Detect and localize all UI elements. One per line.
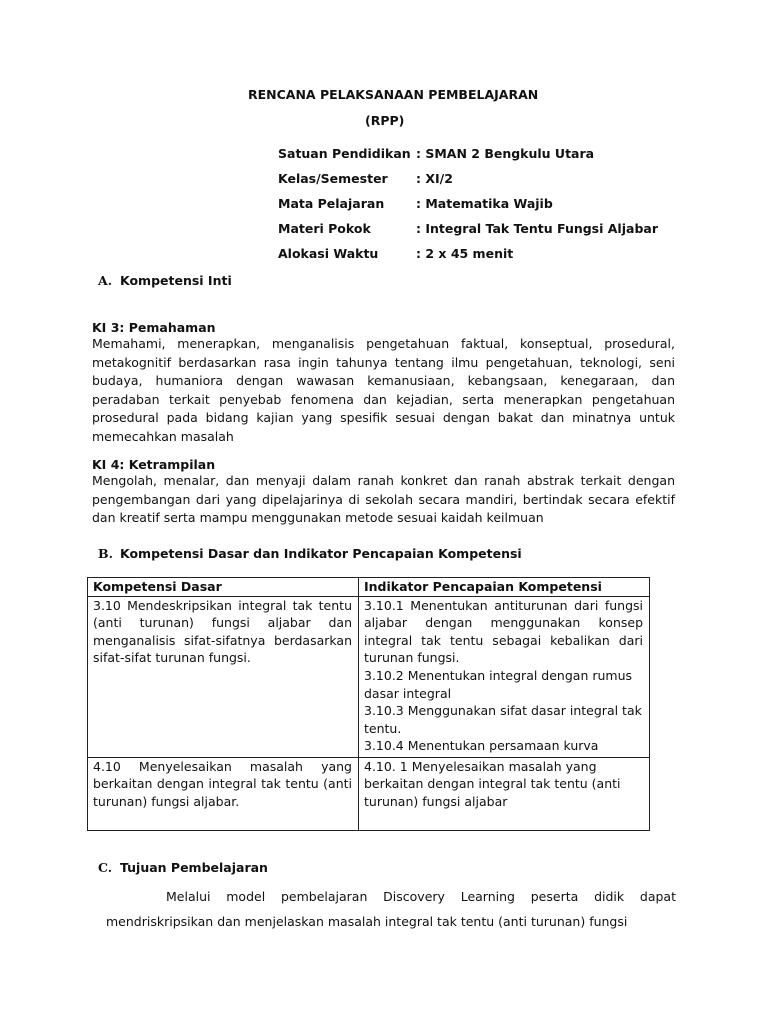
section-letter: B. [98,546,113,561]
kd-cell: 3.10 Mendeskripsikan integral tak tentu (anti turunan) fungsi aljabar dan menganalisis sifat-sifatnya berdasarkan sifat-sifat turunan fungsi. [88,596,359,757]
meta-row-materi [278,221,658,236]
competency-table [87,577,650,831]
meta-value: : SMAN 2 Bengkulu Utara [416,146,595,161]
header-indikator: Indikator Pencapaian Kompetensi [359,578,650,597]
meta-row-kelas [278,171,453,186]
header-kompetensi-dasar: Kompetensi Dasar [88,578,359,597]
section-title: Kompetensi Inti [120,273,232,288]
document-title: RENCANA PELAKSANAAN PEMBELAJARAN [248,87,539,102]
ki4-paragraph: Mengolah, menalar, dan menyaji dalam ranah konkret dan ranah abstrak terkait dengan pengembangan dari yang dipelajarinya di sekolah secara mandiri, bertindak secara efektif dan kreatif serta mampu menggunakan metode sesuai kaidah keilmuan [92,473,675,525]
tujuan-paragraph: Melalui model pembelajaran Discovery Learning peserta didik dapat mendriskripsikan dan menjelaskan masalah integral tak tentu (anti turunan) fungsi [106,889,676,929]
meta-label: Alokasi Waktu [278,246,379,261]
meta-row-satuan [278,146,594,161]
indicator-cell [359,757,650,830]
ki3-title: KI 3: Pemahaman [92,320,216,335]
meta-value: : Matematika Wajib [416,196,553,211]
ki3-paragraph: Memahami, menerapkan, menganalisis pengetahuan faktual, konseptual, prosedural, metakognitif berdasarkan rasa ingin tahunya tentang ilmu pengetahuan, teknologi, seni budaya, humaniora dengan wawasan kemanusiaan, kebangsaan, kenegaraan, dan peradaban terkait penyebab fenomena dan kejadian, serta menerapkan pengetahuan prosedural pada bidang kajian yang spesifik sesuai dengan bakat dan minatnya untuk memecahkan masalah [92,336,675,444]
meta-value: : 2 x 45 menit [416,246,514,261]
meta-value: : XI/2 [416,171,453,186]
table-row [88,596,650,757]
meta-label: Satuan Pendidikan [278,146,411,161]
section-title: Tujuan Pembelajaran [120,860,268,875]
indicator-cell [359,596,650,757]
indicator-item: 3.10.3 Menggunakan sifat dasar integral tak tentu. [364,703,642,736]
section-letter: A. [98,273,113,288]
indicator-item: 3.10.2 Menentukan integral dengan rumus dasar integral [364,667,633,701]
section-a-heading [98,273,232,288]
meta-value: : Integral Tak Tentu Fungsi Aljabar [416,221,658,236]
section-title: Kompetensi Dasar dan Indikator Pencapaian Kompetensi [120,546,522,561]
indicator-item: 3.10.4 Menentukan persamaan kurva [364,738,599,754]
section-letter: C. [98,860,113,875]
table-header-row [88,578,650,597]
section-c-heading [98,860,268,875]
kd-cell: 4.10 Menyelesaikan masalah yang berkaitan dengan integral tak tentu (anti turunan) fungsi aljabar. [88,757,359,830]
meta-row-mapel [278,196,553,211]
table-row [88,757,650,830]
meta-label: Materi Pokok [278,221,371,236]
meta-label: Kelas/Semester [278,171,388,186]
indicator-item: 3.10.1 Menentukan antiturunan dari fungsi aljabar dengan menggunakan konsep integral tak tentu sebagai kebalikan dari turunan fungsi. [364,597,643,666]
ki4-title: KI 4: Ketrampilan [92,457,216,472]
section-b-heading [98,546,522,561]
indicator-item: 4.10. 1 Menyelesaikan masalah yang berkaitan dengan integral tak tentu (anti turunan) fungsi aljabar [364,758,621,809]
meta-label: Mata Pelajaran [278,196,385,211]
meta-row-alokasi [278,246,513,261]
document-subtitle: (RPP) [365,113,405,128]
